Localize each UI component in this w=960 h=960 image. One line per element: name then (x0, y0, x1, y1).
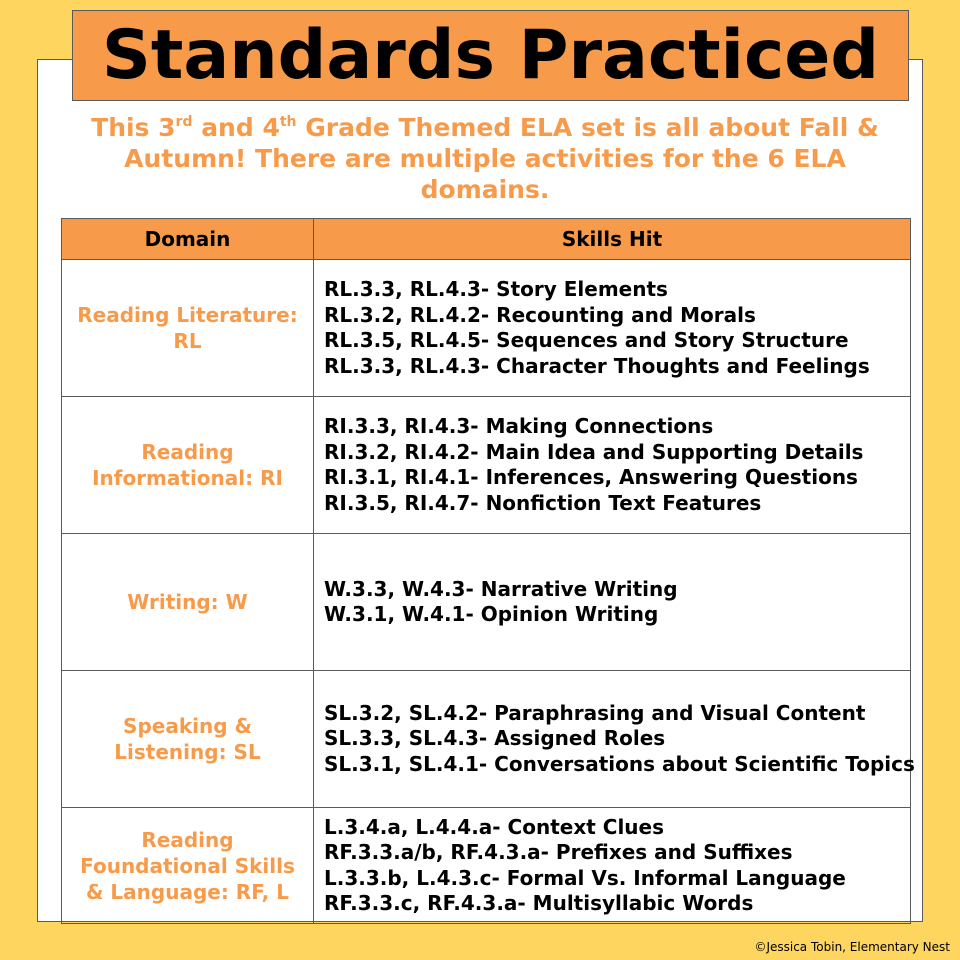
skill-item: RL.3.5, RL.4.5- Sequences and Story Structure (324, 328, 849, 352)
intro-part: Grade Themed ELA set is all about Fall & Autumn! There are multiple activities for the 6 ELA domains. (124, 113, 879, 204)
intro-superscript: rd (175, 114, 193, 130)
table-header-row (62, 219, 911, 260)
domain-cell: Reading Literature: RL (62, 260, 314, 397)
skills-cell (314, 260, 911, 397)
skill-item: RF.3.3.c, RF.4.3.a- Multisyllabic Words (324, 891, 754, 915)
table-row (62, 808, 911, 924)
copyright-credit: ©Jessica Tobin, Elementary Nest (754, 940, 950, 954)
domain-cell: Speaking & Listening: SL (62, 671, 314, 808)
domain-cell: Reading Foundational Skills & Language: RF, L (62, 808, 314, 924)
skill-list (314, 700, 915, 778)
skill-item: RI.3.1, RI.4.1- Inferences, Answering Questions (324, 465, 858, 489)
intro-part: and 4 (192, 113, 280, 142)
skill-item: SL.3.2, SL.4.2- Paraphrasing and Visual Content (324, 700, 866, 725)
header-skills: Skills Hit (314, 219, 911, 260)
skills-cell (314, 397, 911, 534)
skill-item: SL.3.3, SL.4.3- Assigned Roles (324, 726, 666, 751)
skill-item: W.3.3, W.4.3- Narrative Writing (324, 576, 678, 601)
page-title: Standards Practiced (101, 15, 880, 95)
skill-list (314, 815, 910, 917)
table-row (62, 534, 911, 671)
skill-item: RI.3.2, RI.4.2- Main Idea and Supporting Details (324, 439, 864, 464)
skill-item: L.3.3.b, L.4.3.c- Formal Vs. Informal Language (324, 865, 846, 890)
skill-item: L.3.4.a, L.4.4.a- Context Clues (324, 814, 664, 839)
skill-item: W.3.1, W.4.1- Opinion Writing (324, 602, 659, 626)
domain-cell: Reading Informational: RI (62, 397, 314, 534)
intro-superscript: th (279, 114, 297, 130)
skill-item: SL.3.1, SL.4.1- Conversations about Scientific Topics (324, 751, 915, 776)
header-domain: Domain (62, 219, 314, 260)
table-row (62, 397, 911, 534)
skill-item: RL.3.3, RL.4.3- Story Elements (324, 277, 668, 301)
skill-item: RL.3.3, RL.4.3- Character Thoughts and Feelings (324, 353, 870, 378)
skills-cell (314, 671, 915, 808)
skill-item: RI.3.3, RI.4.3- Making Connections (324, 414, 714, 438)
table-row (62, 260, 911, 397)
skill-item: RF.3.3.a/b, RF.4.3.a- Prefixes and Suffixes (324, 840, 793, 864)
table-row (62, 671, 911, 808)
skills-cell (314, 808, 911, 924)
skill-item: RL.3.2, RL.4.2- Recounting and Morals (324, 302, 756, 327)
skill-list (314, 277, 910, 379)
skill-list (314, 414, 910, 516)
intro-text (60, 112, 910, 205)
intro-part: This 3 (91, 113, 176, 142)
skills-cell (314, 534, 911, 671)
title-banner (72, 10, 909, 101)
skill-item: RI.3.5, RI.4.7- Nonfiction Text Features (324, 490, 762, 515)
skill-list (314, 577, 910, 628)
domain-cell: Writing: W (62, 534, 314, 671)
standards-table (61, 218, 915, 924)
